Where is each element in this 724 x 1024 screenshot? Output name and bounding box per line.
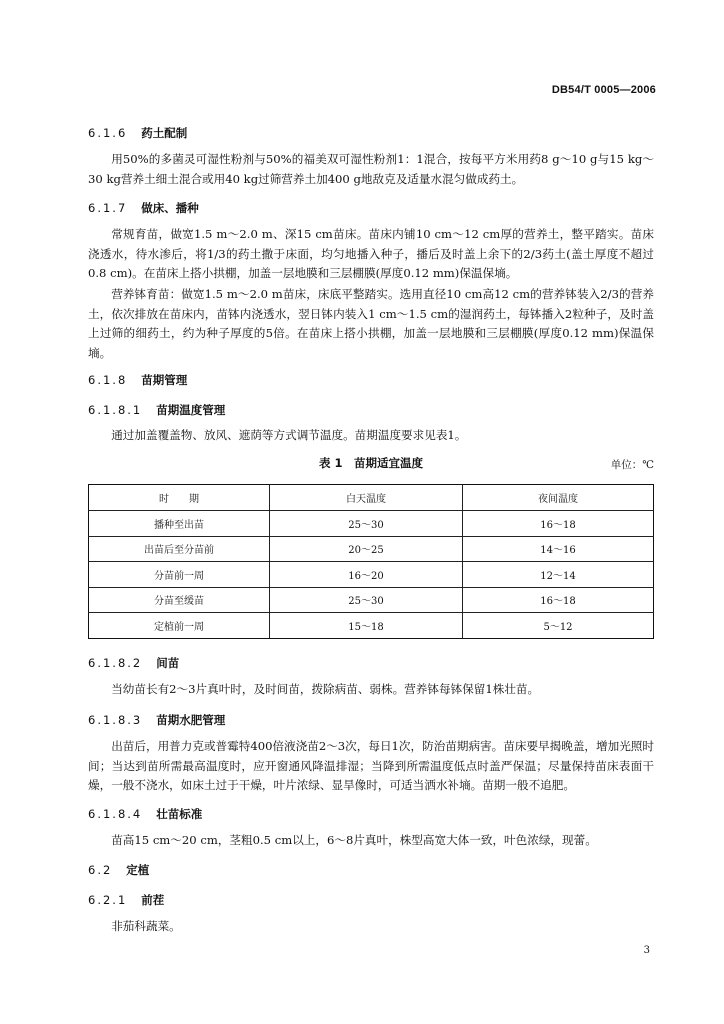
table-cell: 14～16 — [463, 536, 654, 562]
section-heading-6-1-8 — [88, 372, 187, 388]
table-cell: 分苗至缓苗 — [89, 587, 270, 613]
section-heading-6-2-1 — [88, 892, 164, 908]
section-number: 6.1.8.4 — [88, 807, 143, 821]
section-heading-6-1-8-4 — [88, 806, 202, 822]
section-title: 间苗 — [156, 656, 180, 670]
section-number: 6.2 — [88, 863, 113, 877]
section-number: 6.1.8.1 — [88, 403, 143, 417]
table-unit: 单位：℃ — [610, 459, 654, 471]
section-number: 6.1.8 — [88, 373, 128, 387]
section-heading-6-1-7 — [88, 200, 199, 216]
table-cell: 16～18 — [463, 511, 654, 537]
section-title: 前茬 — [141, 893, 165, 907]
table-header-row — [89, 485, 654, 511]
table-cell: 16～18 — [463, 587, 654, 613]
table-cell: 定植前一周 — [89, 613, 270, 639]
header-day-temperature: 白天温度 — [270, 485, 463, 511]
section-title: 药土配制 — [141, 126, 188, 140]
section-heading-6-1-8-2 — [88, 655, 179, 671]
section-heading-6-1-8-3 — [88, 712, 225, 728]
table-cell: 播种至出苗 — [89, 511, 270, 537]
section-number: 6.1.6 — [88, 126, 128, 140]
table-row — [89, 562, 654, 588]
section-title: 壮苗标准 — [156, 807, 203, 821]
paragraph-6-1-8-1: 通过加盖覆盖物、放风、遮荫等方式调节温度。苗期温度要求见表1。 — [111, 428, 467, 442]
table-cell: 20～25 — [270, 536, 463, 562]
table-row — [89, 587, 654, 613]
section-title: 苗期温度管理 — [156, 403, 226, 417]
table-cell: 出苗后至分苗前 — [89, 536, 270, 562]
table-cell: 5～12 — [463, 613, 654, 639]
standard-code: DB54/T 0005—2006 — [551, 84, 656, 96]
section-title: 定植 — [126, 863, 150, 877]
table-row — [89, 613, 654, 639]
table-caption: 表 1 苗期适宜温度 — [318, 456, 423, 470]
section-title: 做床、播种 — [141, 201, 199, 215]
section-heading-6-1-8-1 — [88, 402, 225, 418]
section-number: 6.1.7 — [88, 201, 128, 215]
table-cell: 12～14 — [463, 562, 654, 588]
table-row — [89, 536, 654, 562]
table-cell: 16～20 — [270, 562, 463, 588]
paragraph-6-1-8-4: 苗高15 cm～20 cm，茎粗0.5 cm以上，6～8片真叶，株型高宽大体一致，叶色浓绿，现蕾。 — [111, 833, 597, 847]
section-number: 6.2.1 — [88, 893, 128, 907]
table-cell: 25～30 — [270, 587, 463, 613]
table-cell: 分苗前一周 — [89, 562, 270, 588]
header-period: 时 期 — [89, 485, 270, 511]
table-cell: 15～18 — [270, 613, 463, 639]
section-number: 6.1.8.3 — [88, 713, 143, 727]
paragraph-6-1-7-conventional: 常规育苗，做宽1.5 m～2.0 m、深15 cm苗床。苗床内铺10 cm～12 cm厚的营养土，整平踏实。苗床浇透水，待水渗后，将1/3的药土撒于床面，均匀地播入种子，播后及时盖上余下的2/3药土(盖土厚度不超过0.8 cm)。在苗床上搭小拱棚，加盖一层地膜和三层棚膜(厚度0.12 mm)保温保墒。 — [88, 227, 654, 281]
paragraph-6-1-8-2: 当幼苗长有2～3片真叶时，及时间苗，拨除病苗、弱株。营养钵每钵保留1株壮苗。 — [111, 682, 540, 696]
temperature-table — [88, 484, 654, 639]
section-heading-6-1-6 — [88, 125, 187, 141]
paragraph-6-2-1: 非茄科蔬菜。 — [111, 919, 181, 933]
paragraph-6-1-7-nutrient-pot: 营养钵育苗：做宽1.5 m～2.0 m苗床，床底平整踏实。选用直径10 cm高12 cm的营养钵装入2/3的营养土，依次排放在苗床内，苗钵内浇透水，翌日钵内装入1 cm～1.5 cm的湿润药土，每钵播入2粒种子，及时盖上过筛的细药土，约为种子厚度的5倍。在苗床上搭小拱棚，加盖一层地膜和三层棚膜(厚度0.12 mm)保温保墒。 — [88, 287, 654, 360]
section-number: 6.1.8.2 — [88, 656, 143, 670]
page-number: 3 — [643, 945, 650, 956]
table-row — [89, 511, 654, 537]
table-cell: 25～30 — [270, 511, 463, 537]
section-heading-6-2 — [88, 862, 149, 878]
paragraph-6-1-8-3: 出苗后，用普力克或普霉特400倍液浇苗2～3次，每日1次，防治苗期病害。苗床要早揭晚盖，增加光照时间；当达到苗所需最高温度时，应开窗通风降温排湿；当降到所需温度低点时盖严保温；尽量保持苗床表面干燥，一般不浇水，如床土过于干燥，叶片浓绿、显旱像时，可适当洒水补墒。苗期一般不追肥。 — [88, 739, 654, 793]
section-title: 苗期管理 — [141, 373, 188, 387]
paragraph-6-1-6: 用50%的多菌灵可湿性粉剂与50%的福美双可湿性粉剂1：1混合，按每平方米用药8 g～10 g与15 kg～30 kg营养土细土混合或用40 kg过筛营养土加400 g地敌克及适量水混匀做成药土。 — [88, 152, 654, 186]
section-title: 苗期水肥管理 — [156, 713, 226, 727]
header-night-temperature: 夜间温度 — [463, 485, 654, 511]
